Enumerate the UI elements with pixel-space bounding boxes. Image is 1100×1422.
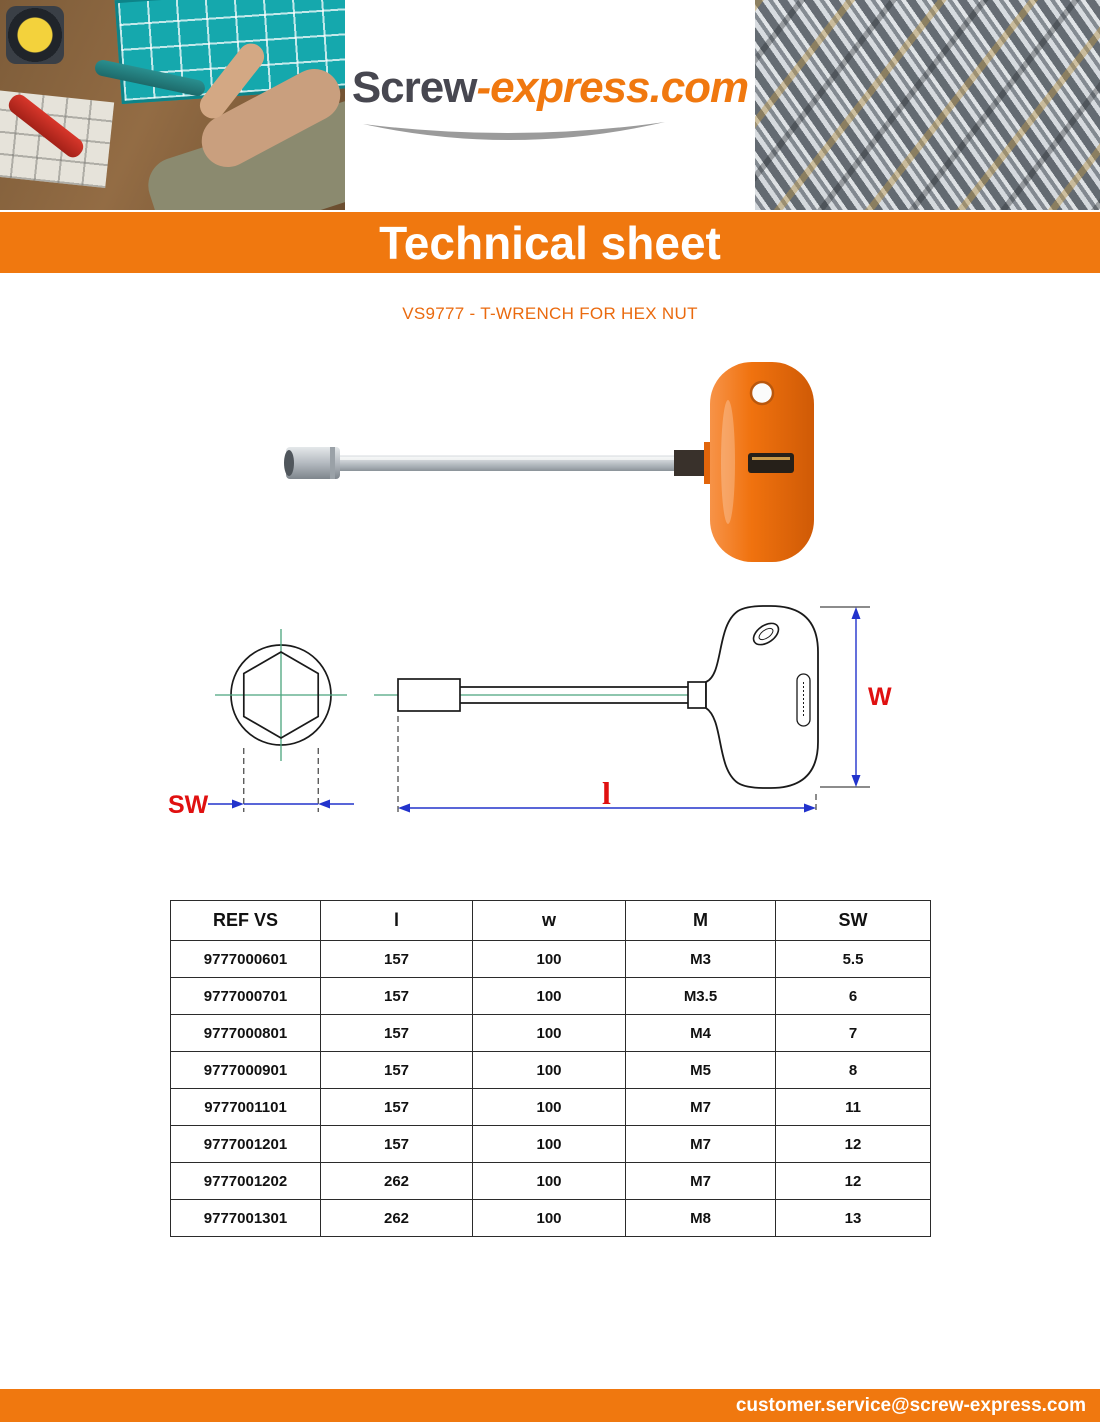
table-cell: 100: [473, 1126, 626, 1163]
footer-bar: [0, 1389, 1100, 1422]
footer-email: customer.service@screw-express.com: [735, 1394, 1086, 1416]
table-cell: 262: [321, 1200, 473, 1237]
product-title: VS9777 - T-WRENCH FOR HEX NUT: [402, 304, 698, 323]
table-row: [171, 1163, 931, 1200]
table-cell: M7: [626, 1089, 776, 1126]
spec-table-body: [171, 941, 931, 1237]
w-dimension: [820, 607, 892, 787]
table-cell: 12: [776, 1163, 931, 1200]
table-cell: 8: [776, 1052, 931, 1089]
table-cell: 9777000801: [171, 1015, 321, 1052]
table-cell: M7: [626, 1126, 776, 1163]
table-cell: 157: [321, 941, 473, 978]
table-cell: 100: [473, 1200, 626, 1237]
hex-cross-section: [215, 629, 347, 812]
col-header-sw: SW: [776, 901, 931, 941]
table-row: [171, 1015, 931, 1052]
table-cell: M7: [626, 1163, 776, 1200]
header-photo-screws: [755, 0, 1100, 210]
photo-tape-measure: [6, 6, 64, 64]
product-photo: [280, 356, 820, 571]
table-cell: 7: [776, 1015, 931, 1052]
wrench-shaft: [336, 455, 710, 471]
table-cell: 100: [473, 1163, 626, 1200]
table-cell: 262: [321, 1163, 473, 1200]
table-row: [171, 1126, 931, 1163]
table-cell: 100: [473, 1015, 626, 1052]
logo-part2: -express.com: [476, 63, 749, 112]
table-cell: 100: [473, 1052, 626, 1089]
table-cell: 5.5: [776, 941, 931, 978]
table-cell: 100: [473, 941, 626, 978]
dim-label-sw: SW: [168, 791, 209, 819]
wrench-side-view: [374, 606, 818, 788]
table-cell: M3.5: [626, 978, 776, 1015]
table-cell: 13: [776, 1200, 931, 1237]
table-cell: 9777000701: [171, 978, 321, 1015]
wrench-socket: [284, 447, 340, 479]
table-cell: M4: [626, 1015, 776, 1052]
table-cell: 157: [321, 978, 473, 1015]
wrench-handle: [674, 362, 814, 562]
table-row: [171, 978, 931, 1015]
table-cell: 6: [776, 978, 931, 1015]
logo-part1: Screw: [351, 63, 477, 112]
table-cell: 157: [321, 1089, 473, 1126]
logo-text: [352, 63, 748, 113]
logo: [345, 0, 755, 210]
sw-dimension: [168, 791, 354, 819]
table-cell: M8: [626, 1200, 776, 1237]
table-cell: 9777001201: [171, 1126, 321, 1163]
table-row: [171, 941, 931, 978]
col-header-l: l: [321, 901, 473, 941]
table-cell: 11: [776, 1089, 931, 1126]
table-cell: 157: [321, 1052, 473, 1089]
table-row: [171, 1089, 931, 1126]
header-photo-workbench: [0, 0, 345, 210]
table-cell: 9777000901: [171, 1052, 321, 1089]
technical-drawing: [168, 598, 892, 850]
table-cell: M5: [626, 1052, 776, 1089]
handle-hanging-hole: [751, 382, 773, 404]
table-cell: 9777001202: [171, 1163, 321, 1200]
table-cell: 9777001301: [171, 1200, 321, 1237]
logo-swoosh-icon: [359, 121, 669, 147]
table-cell: 157: [321, 1126, 473, 1163]
table-row: [171, 1052, 931, 1089]
table-cell: 157: [321, 1015, 473, 1052]
col-header-ref-vs: REF VS: [171, 901, 321, 941]
table-cell: 12: [776, 1126, 931, 1163]
dim-label-w: W: [868, 683, 892, 711]
banner-title: Technical sheet: [0, 212, 1100, 273]
table-cell: M3: [626, 941, 776, 978]
col-header-m: M: [626, 901, 776, 941]
table-row: [171, 1200, 931, 1237]
col-header-w: w: [473, 901, 626, 941]
dim-label-l: l: [602, 775, 611, 811]
handle-label: [748, 453, 794, 473]
table-header-row: [171, 901, 931, 941]
table-cell: 9777001101: [171, 1089, 321, 1126]
table-cell: 100: [473, 978, 626, 1015]
table-cell: 100: [473, 1089, 626, 1126]
table-cell: 9777000601: [171, 941, 321, 978]
spec-table: [170, 900, 931, 1237]
